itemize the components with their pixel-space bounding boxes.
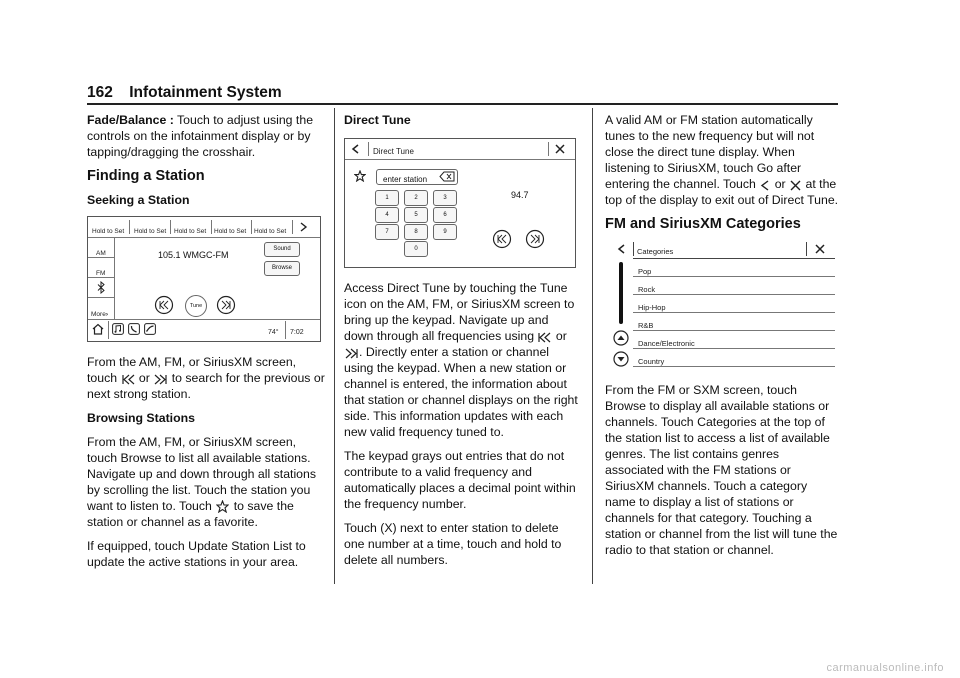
audio-icon[interactable] [112, 323, 124, 335]
category-item-rnb[interactable]: R&B [638, 321, 654, 330]
phone-icon[interactable] [128, 323, 140, 335]
watermark: carmanualsonline.info [826, 662, 944, 674]
categories-screen-figure [605, 240, 835, 370]
back-chevron-icon[interactable] [351, 144, 361, 154]
fade-label: Fade/Balance : [87, 113, 174, 127]
categories-close-icon[interactable] [815, 244, 825, 254]
scroll-bar[interactable] [619, 262, 623, 324]
preset-3[interactable]: Hold to Set [174, 228, 207, 235]
temperature: 74° [268, 329, 279, 336]
categories-back-icon[interactable] [617, 244, 627, 254]
backspace-icon[interactable] [439, 171, 455, 182]
seek-text-a: From the AM, FM, or SiriusXM screen, touch [87, 355, 297, 385]
access-paragraph [344, 280, 580, 440]
key-0[interactable]: 0 [404, 241, 428, 257]
preset-5[interactable]: Hold to Set [254, 228, 287, 235]
page-header [87, 84, 282, 102]
key-4[interactable]: 4 [375, 207, 399, 223]
header-rule [87, 103, 838, 105]
tune-seek-forward-icon[interactable] [525, 229, 545, 249]
clock: 7:02 [290, 329, 304, 336]
scroll-down-icon[interactable] [613, 351, 629, 367]
column-divider-1 [334, 108, 335, 584]
bluetooth-icon[interactable] [97, 281, 106, 294]
column-divider-2 [592, 108, 593, 584]
seek-back-icon[interactable] [154, 295, 174, 315]
close-icon[interactable] [555, 144, 565, 154]
column-3 [605, 112, 839, 566]
category-item-pop[interactable]: Pop [638, 267, 652, 276]
update-paragraph: If equipped, touch Update Station List to update the active stations in your area. [87, 539, 306, 569]
prev-glyph-icon [538, 332, 551, 343]
sound-button[interactable]: Sound [264, 242, 300, 257]
access-or: or [552, 329, 567, 343]
preset-2[interactable]: Hold to Set [134, 228, 167, 235]
tune-button[interactable]: Tune [185, 295, 207, 317]
star-icon [216, 500, 229, 513]
radio-screen-figure [87, 216, 321, 342]
key-3[interactable]: 3 [433, 190, 457, 206]
valid-paragraph [605, 112, 839, 208]
browse-button[interactable]: Browse [264, 261, 300, 276]
valid-text-b: at the top of the display to exit out of Direct Tune. [605, 177, 839, 207]
key-6[interactable]: 6 [433, 207, 457, 223]
page-title: Infotainment System [129, 84, 282, 101]
direct-tune-title: Direct Tune [373, 147, 414, 156]
direct-tune-heading: Direct Tune [344, 113, 411, 127]
category-item-hiphop[interactable]: Hip-Hop [638, 303, 666, 312]
seek-text-b: to search for the previous or next strong station. [87, 371, 325, 401]
finding-heading: Finding a Station [87, 168, 205, 184]
browse-paragraph [87, 434, 325, 530]
valid-text-a: A valid AM or FM station automatically tunes to the new frequency but will not close the direct tune display. When listening to SiriusXM, touch Go after entering the channel. Touch [605, 113, 815, 191]
page-number: 162 [87, 84, 113, 101]
station-name: 105.1 WMGC-FM [158, 250, 229, 260]
valid-or: or [771, 177, 790, 191]
key-2[interactable]: 2 [404, 190, 428, 206]
column-1 [87, 112, 325, 578]
category-item-rock[interactable]: Rock [638, 285, 656, 294]
seek-or: or [135, 371, 154, 385]
browse-text-a: From the AM, FM, or SiriusXM screen, touch Browse to list all available stations. Navigate up and down through all stations by scrolling the list. Touch the station you want to listen to. Touch [87, 435, 317, 513]
key-5[interactable]: 5 [404, 207, 428, 223]
seek-forward-icon[interactable] [216, 295, 236, 315]
seek-forward-glyph-icon [154, 374, 167, 385]
preset-1[interactable]: Hold to Set [92, 228, 125, 235]
direct-tune-screen-figure [344, 138, 576, 268]
chevron-right-icon[interactable] [298, 222, 308, 232]
seek-paragraph [87, 354, 325, 402]
source-am[interactable]: AM [96, 250, 106, 257]
tune-seek-back-icon[interactable] [492, 229, 512, 249]
category-item-country[interactable]: Country [638, 357, 665, 366]
key-8[interactable]: 8 [404, 224, 428, 240]
category-item-dance[interactable]: Dance/Electronic [638, 339, 695, 348]
source-fm[interactable]: FM [96, 270, 106, 277]
scroll-up-icon[interactable] [613, 330, 629, 346]
categories-heading: FM and SiriusXM Categories [605, 216, 801, 232]
next-glyph-icon [345, 348, 358, 359]
frequency-display: 94.7 [511, 190, 529, 200]
favorite-star-icon[interactable] [354, 170, 366, 182]
categories-title: Categories [637, 247, 674, 256]
key-1[interactable]: 1 [375, 190, 399, 206]
source-more[interactable]: More› [91, 311, 108, 318]
seek-back-glyph-icon [122, 374, 135, 385]
access-text-a: Access Direct Tune by touching the Tune icon on the AM, FM, or SiriusXM screen to bring up the keypad. Navigate up and down through all frequencies using [344, 281, 575, 343]
preset-4[interactable]: Hold to Set [214, 228, 247, 235]
close-glyph-icon [790, 180, 801, 191]
onstar-icon[interactable] [144, 323, 156, 335]
fade-text: Touch to adjust using the controls on the infotainment display or by tapping/dragging the crosshair. [87, 113, 314, 159]
station-entry-field[interactable] [376, 169, 458, 185]
back-glyph-icon [760, 180, 770, 191]
browsing-heading: Browsing Stations [87, 411, 195, 425]
key-7[interactable]: 7 [375, 224, 399, 240]
fade-paragraph [87, 112, 325, 160]
column-2 [344, 112, 580, 576]
delete-paragraph: Touch (X) next to enter station to delete one number at a time, touch and hold to delete all numbers. [344, 521, 562, 567]
station-entry-placeholder: enter station [383, 175, 428, 184]
browse-text-b: to save the station or channel as a favorite. [87, 499, 294, 529]
seeking-heading: Seeking a Station [87, 193, 190, 207]
home-icon[interactable] [92, 323, 104, 335]
key-9[interactable]: 9 [433, 224, 457, 240]
categories-paragraph: From the FM or SXM screen, touch Browse to display all available stations or channels. Touch Categories at the top of the station list to access a list of available genres. The list contains genres associated with the FM stations or SiriusXM channels. Touch a category name to display a list of stations or channels for that category. Touching a station or channel from the list will tune the radio to that station or channel. [605, 383, 838, 557]
keypad-paragraph: The keypad grays out entries that do not contribute to a valid frequency and automatically places a decimal point within the frequency number. [344, 449, 576, 511]
source-more-label: More [91, 311, 106, 318]
access-text-b: . Directly enter a station or channel using the keypad. When a new station or channel is entered, the information about that station or channel displays on the right side. This information updates with each new valid frequency tuned to. [344, 345, 578, 439]
